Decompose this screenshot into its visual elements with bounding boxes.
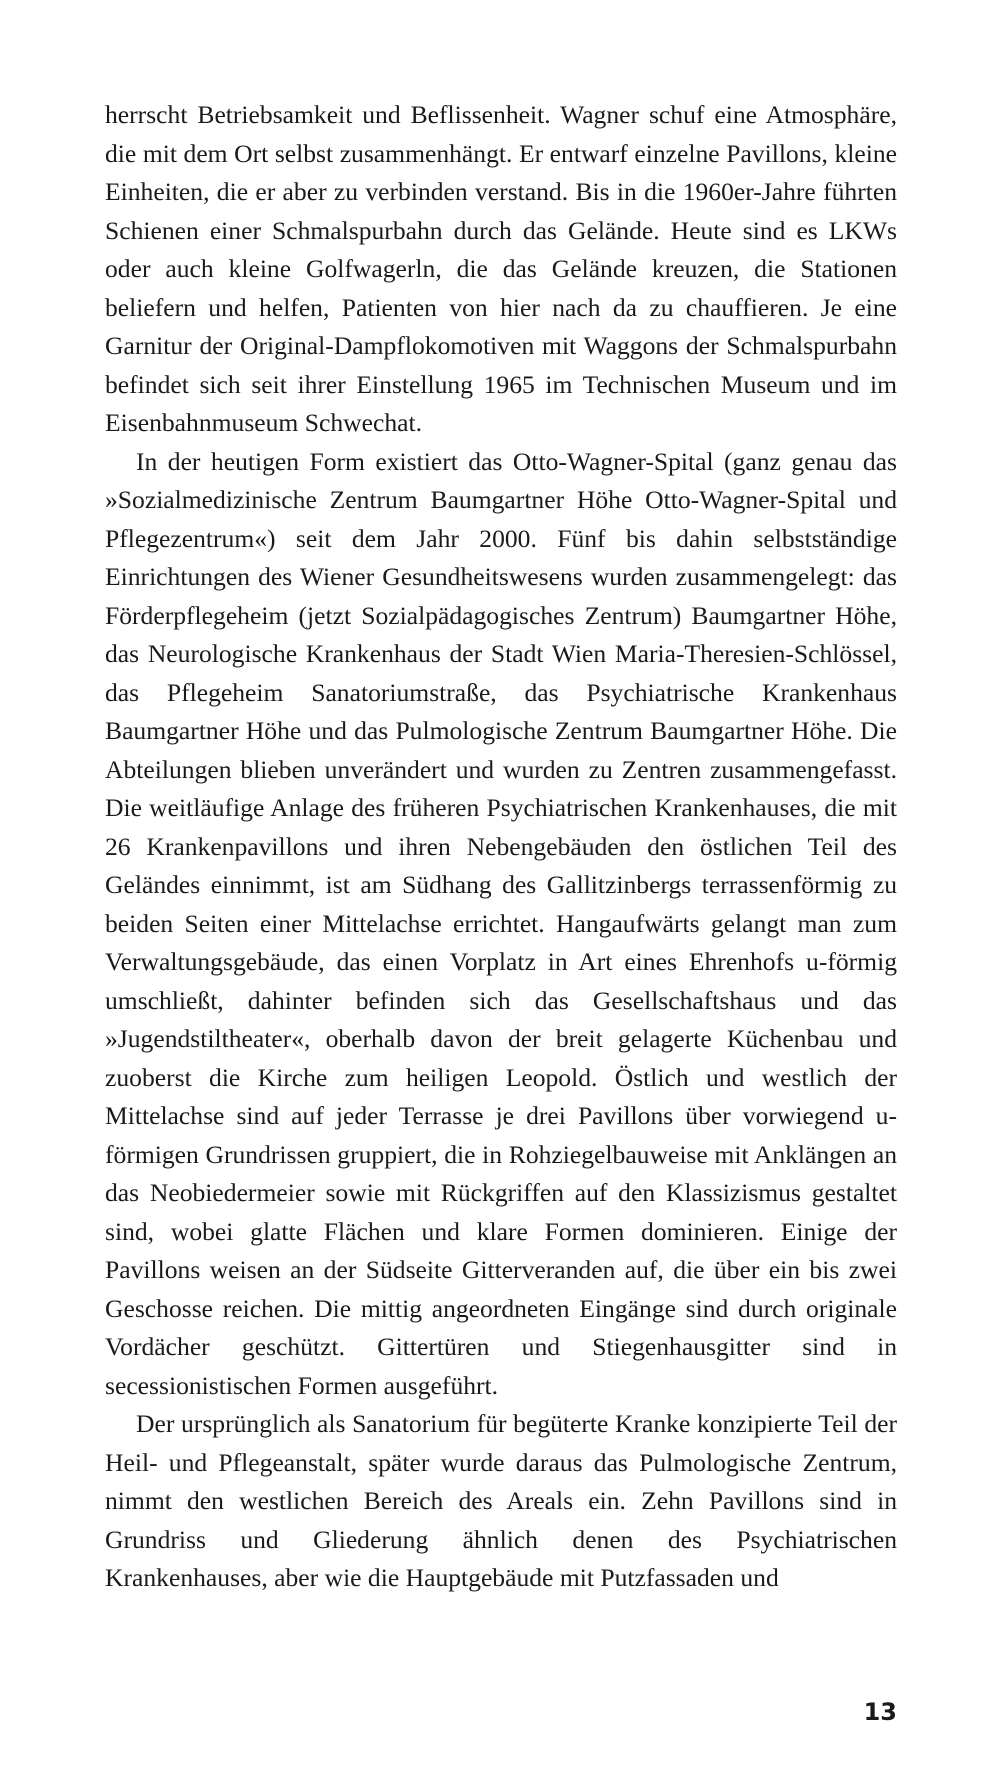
- paragraph-2: In der heutigen Form existiert das Otto-Wagner-Spital (ganz genau das »Sozialmedizinische Zentrum Baumgartner Höhe Otto-Wagner-Spital und Pflegezentrum«) seit dem Jahr 2000. Fünf bis dahin selbstständige Einrichtungen des Wiener Gesundheitswesens wurden zusammengelegt: das Förderpflegeheim (jetzt Sozialpädagogisches Zentrum) Baumgartner Höhe, das Neurologische Krankenhaus der Stadt Wien Maria-Theresien-Schlössel, das Pflegeheim Sanatoriumstraße, das Psychiatrische Krankenhaus Baumgartner Höhe und das Pulmologische Zentrum Baumgartner Höhe. Die Abteilungen blieben unverändert und wurden zu Zentren zusammengefasst. Die weitläufige Anlage des früheren Psychiatrischen Krankenhauses, die mit 26 Krankenpavillons und ihren Nebengebäuden den östlichen Teil des Geländes einnimmt, ist am Südhang des Gallitzinbergs terrassenförmig zu beiden Seiten einer Mittelachse errichtet. Hangaufwärts gelangt man zum Verwaltungsgebäude, das einen Vorplatz in Art eines Ehrenhofs u-förmig umschließt, dahinter befinden sich das Gesellschaftshaus und das »Jugendstiltheater«, oberhalb davon der breit gelagerte Küchenbau und zuoberst die Kirche zum heiligen Leopold. Östlich und westlich der Mittelachse sind auf jeder Terrasse je drei Pavillons über vorwiegend u-förmigen Grundrissen gruppiert, die in Rohziegelbauweise mit Anklängen an das Neobiedermeier sowie mit Rückgriffen auf den Klassizismus gestaltet sind, wobei glatte Flächen und klare Formen dominieren. Einige der Pavillons weisen an der Südseite Gitterveranden auf, die über ein bis zwei Geschosse reichen. Die mittig angeordneten Eingänge sind durch originale Vordächer geschützt. Gittertüren und Stiegenhausgitter sind in secessionistischen Formen ausgeführt.: [105, 446, 897, 1400]
- body-text: [105, 96, 897, 1598]
- paragraph-1: herrscht Betriebsamkeit und Beflissenheit. Wagner schuf eine Atmosphäre, die mit dem Ort selbst zusammenhängt. Er entwarf einzelne Pavillons, kleine Einheiten, die er aber zu verbinden verstand. Bis in die 1960er-Jahre führten Schienen einer Schmalspurbahn durch das Gelände. Heute sind es LKWs oder auch kleine Golfwagerln, die das Gelände kreuzen, die Stationen beliefern und helfen, Patienten von hier nach da zu chauffieren. Je eine Garnitur der Original-Dampflokomotiven mit Waggons der Schmalspurbahn befindet sich seit ihrer Einstellung 1965 im Technischen Museum und im Eisenbahnmuseum Schwechat.: [105, 100, 897, 437]
- paragraph-3: Der ursprünglich als Sanatorium für begüterte Kranke konzipierte Teil der Heil- und Pflegeanstalt, später wurde daraus das Pulmologische Zentrum, nimmt den westlichen Bereich des Areals ein. Zehn Pavillons sind in Grundriss und Gliederung ähnlich denen des Psychiatrischen Krankenhauses, aber wie die Hauptgebäude mit Putzfassaden und: [105, 1409, 897, 1592]
- page-number: 13: [863, 1698, 897, 1726]
